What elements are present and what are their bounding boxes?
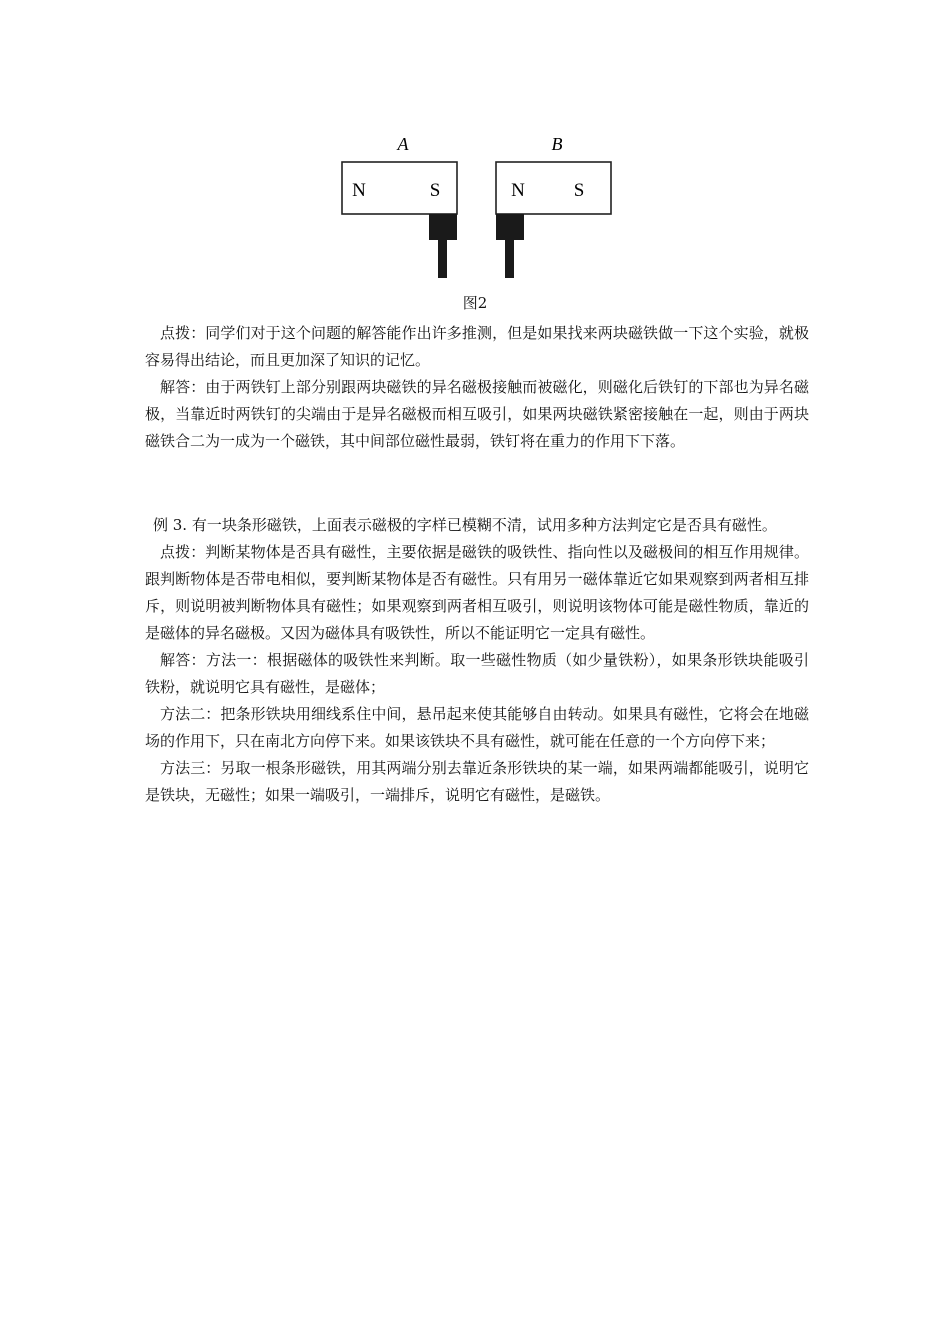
hint-paragraph: 点拨：判断某物体是否具有磁性，主要依据是磁铁的吸铁性、指向性以及磁极间的相互作用规律。跟判断物体是否带电相似，要判断某物体是否有磁性。只有用另一磁体靠近它如果观察到两者相互排斥，则说明被判断物体具有磁性；如果观察到两者相互吸引，则说明该物体可能是磁性物质，靠近的是磁体的异名磁极。又因为磁体具有吸铁性，所以不能证明它一定具有磁性。 — [145, 543, 809, 642]
magnet-b-label: B — [551, 134, 563, 154]
iron-nail-a — [429, 214, 457, 278]
magnet-b-pole-s: S — [573, 180, 585, 201]
section-2 — [145, 512, 809, 809]
example-3-question: 例 3. 有一块条形磁铁，上面表示磁极的字样已模糊不清，试用多种方法判定它是否具有磁性。 — [153, 516, 777, 534]
method-3-paragraph: 方法三：另取一根条形磁铁，用其两端分别去靠近条形铁块的某一端，如果两端都能吸引，说明它是铁块，无磁性；如果一端吸引，一端排斥，说明它有磁性，是磁铁。 — [145, 759, 809, 804]
figure-caption: 图2 — [462, 294, 488, 312]
magnet-a-pole-n: N — [352, 180, 366, 201]
magnet-a-label: A — [397, 134, 409, 154]
magnet-b-pole-n: N — [511, 180, 525, 201]
iron-nail-b — [496, 214, 524, 278]
magnet-a-pole-s: S — [429, 180, 441, 201]
answer-paragraph: 解答：由于两铁钉上部分别跟两块磁铁的异名磁极接触而被磁化，则磁化后铁钉的下部也为异名磁极，当靠近时两铁钉的尖端由于是异名磁极而相互吸引，如果两块磁铁紧密接触在一起，则由于两块磁铁合二为一成为一个磁铁，其中间部位磁性最弱，铁钉将在重力的作用下下落。 — [145, 378, 809, 450]
hint-paragraph: 点拨：同学们对于这个问题的解答能作出许多推测，但是如果找来两块磁铁做一下这个实验，就极容易得出结论，而且更加深了知识的记忆。 — [145, 324, 809, 369]
magnet-figure — [330, 128, 630, 288]
method-1-paragraph: 解答：方法一：根据磁体的吸铁性来判断。取一些磁性物质（如少量铁粉），如果条形铁块能吸引铁粉，就说明它具有磁性，是磁体； — [145, 651, 809, 696]
section-1 — [145, 320, 809, 455]
method-2-paragraph: 方法二：把条形铁块用细线系住中间，悬吊起来使其能够自由转动。如果具有磁性，它将会在地磁场的作用下，只在南北方向停下来。如果该铁块不具有磁性，就可能在任意的一个方向停下来； — [145, 705, 809, 750]
